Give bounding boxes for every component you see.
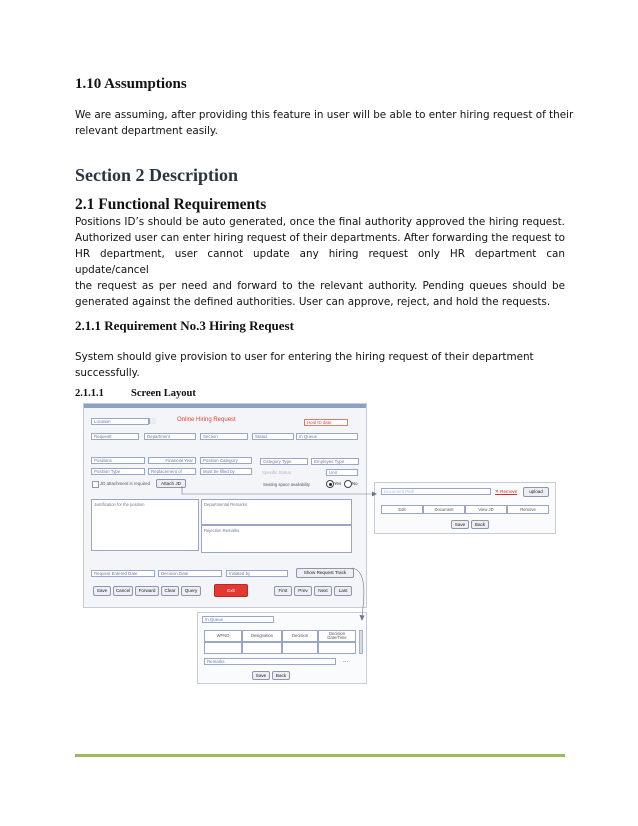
doc-col-view-jd: View JD [465, 505, 507, 514]
jd-required-label: JD attachment is required [100, 481, 151, 486]
attach-connector-arrow [180, 470, 380, 500]
assumptions-line-2: relevant department easily. [75, 125, 218, 137]
status-select[interactable]: Status [252, 433, 294, 440]
assumptions-line-1: We are assuming, after providing this feature in user will be able to enter hiring request of their [75, 109, 574, 121]
track-save-button[interactable]: Save [252, 671, 270, 680]
heading-screen-layout: Screen Layout [131, 388, 196, 399]
exit-button[interactable]: Exit [214, 584, 248, 597]
query-button[interactable]: Query [181, 586, 201, 596]
document-path-field[interactable]: Document Path [381, 488, 491, 495]
track-queue-select[interactable]: In Queue [202, 616, 274, 623]
position-type-select[interactable]: Position Type [91, 468, 145, 475]
seating-no-label: No [352, 481, 358, 486]
rejection-remarks-textarea[interactable]: Rejection Remarks [201, 525, 352, 553]
heading-screen-layout-number: 2.1.1.1 [75, 388, 104, 399]
form-title-strip [84, 404, 366, 408]
footer-rule [75, 754, 565, 757]
next-button[interactable]: Next [314, 586, 332, 596]
seating-space-label: Seating space availability [263, 482, 311, 487]
hold-id-date-field[interactable]: Hold ID date [304, 419, 348, 426]
track-scrollbar[interactable] [359, 630, 363, 654]
employee-type-select[interactable]: Employee Type [311, 458, 359, 465]
attach-jd-button[interactable]: Attach JD [156, 479, 186, 488]
doc-col-edit: Edit [381, 505, 423, 514]
heading-assumptions: 1.10 Assumptions [75, 76, 187, 92]
category-type-select[interactable]: Category Type [260, 458, 308, 465]
functional-requirements-paragraph: Positions ID’s should be auto generated, once the final authority approved the hiring request. Authorized user can enter hiring request of their departments. After forwarding the request to HR department, user cannot update any hiring request only HR department can update/cancel the request as per need and forward to the relevant authority. Pending queues should be generated against the defined authorities. User can approve, reject, and hold the requests. [75, 216, 565, 308]
track-col-wfno: WFNO [204, 630, 242, 642]
document-upload-panel [374, 482, 556, 534]
in-queue-select[interactable]: In Queue [296, 433, 358, 440]
doc-col-remove: Remove [507, 505, 549, 514]
first-button[interactable]: First [274, 586, 292, 596]
track-row-cell [282, 642, 318, 654]
financial-year-field[interactable]: Financial Year [148, 457, 196, 464]
initiated-by-field[interactable]: Initiated by [226, 570, 288, 577]
track-back-button[interactable]: Back [272, 671, 290, 680]
heading-functional-requirements: 2.1 Functional Requirements [75, 196, 267, 213]
track-remarks-field[interactable]: Remarks [204, 658, 336, 665]
requirement-line-2: successfully. [75, 367, 140, 379]
replacement-of-select[interactable]: Replacement of [148, 468, 196, 475]
track-row-cell [318, 642, 356, 654]
heading-requirement-no3: 2.1.1 Requirement No.3 Hiring Request [75, 318, 294, 333]
form-title: Online Hiring Request [177, 417, 236, 423]
departmental-remarks-textarea[interactable]: Departmental Remarks [201, 499, 352, 525]
department-field[interactable]: Department [144, 433, 196, 440]
specific-status-field[interactable]: Specific Status [262, 470, 292, 475]
last-button[interactable]: Last [334, 586, 352, 596]
clear-button[interactable]: Clear [161, 586, 179, 596]
forward-button[interactable]: Forward [135, 586, 159, 596]
track-col-decision-date: Decision Date/Time [318, 630, 356, 642]
seating-yes-label: Yes [334, 481, 342, 486]
save-button[interactable]: Save [93, 586, 111, 596]
jd-required-checkbox[interactable] [92, 481, 99, 488]
hiring-request-form [83, 403, 367, 608]
positions-select[interactable]: Positions [91, 457, 145, 464]
track-row-cell [204, 642, 242, 654]
must-be-filled-by-select[interactable]: Must be filled by [200, 468, 252, 475]
section-select[interactable]: Section [200, 433, 248, 440]
track-col-decision: Decision [282, 630, 318, 642]
track-col-designation: Designation [242, 630, 282, 642]
unit-select[interactable]: Unit [326, 469, 358, 476]
heading-section-2: Section 2 Description [75, 165, 238, 185]
request-track-panel [197, 612, 367, 684]
track-row-cell [242, 642, 282, 654]
doc-col-document: Document [423, 505, 465, 514]
doc-save-button[interactable]: Save [451, 520, 469, 529]
requirement-line-1: System should give provision to user for entering the hiring request of their department [75, 351, 534, 363]
show-request-track-button[interactable]: Show Request Track [296, 568, 354, 578]
track-connector-arrow [350, 566, 370, 626]
position-category-select[interactable]: Position Category [200, 457, 252, 464]
prev-button[interactable]: Prev [294, 586, 312, 596]
track-more-icon[interactable]: ... [343, 658, 349, 664]
doc-back-button[interactable]: Back [471, 520, 489, 529]
justification-textarea[interactable]: Justification for the position [91, 499, 199, 551]
decision-date-field[interactable]: Decision Date [158, 570, 222, 577]
location-select[interactable]: Location [91, 418, 149, 425]
requestor-field[interactable]: Requestr [91, 433, 139, 440]
request-entered-date-field[interactable]: Request Entered Date [91, 570, 155, 577]
cancel-button[interactable]: Cancel [113, 586, 133, 596]
upload-button[interactable]: upload [523, 487, 549, 497]
remove-link[interactable]: ✕ Remove [495, 489, 518, 494]
